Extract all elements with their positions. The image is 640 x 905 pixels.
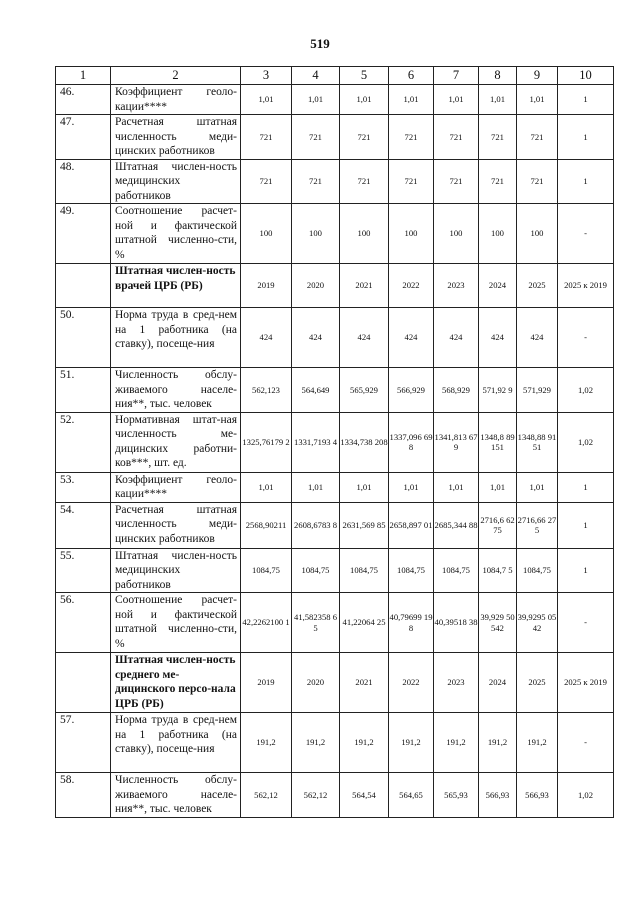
value-text: 1,01 [448, 481, 464, 492]
column-header: 8 [479, 67, 517, 85]
column-header: 4 [292, 67, 340, 85]
table-row [56, 472, 614, 502]
value-cell [517, 204, 558, 264]
value-text: 571,929 [523, 384, 551, 395]
value-cell [292, 85, 340, 115]
value-text: 2025 к 2019 [564, 280, 607, 291]
value-cell [517, 85, 558, 115]
value-cell [558, 773, 614, 818]
value-cell [292, 502, 340, 548]
value-cell [479, 308, 517, 368]
value-text: 1,02 [577, 789, 594, 800]
table-row [56, 773, 614, 818]
value-cell [434, 472, 479, 502]
value-text: 1 [583, 481, 588, 492]
value-text: 565,93 [444, 789, 468, 800]
value-cell [389, 115, 434, 160]
value-text: 100 [449, 228, 463, 239]
value-cell [340, 412, 389, 472]
value-cell [241, 85, 292, 115]
row-number: 57. [56, 713, 111, 773]
value-text: 1,01 [448, 94, 464, 105]
value-cell [340, 502, 389, 548]
value-cell [479, 85, 517, 115]
row-description: Соотношение расчет-ной и фактической штатной численно-сти, % [111, 593, 241, 653]
column-header: 9 [517, 67, 558, 85]
row-description: Расчетная штатная численность меди-цинских работников [111, 502, 241, 548]
value-text: 2716,66 275 [517, 514, 557, 535]
value-cell [434, 368, 479, 413]
column-header: 2 [111, 67, 241, 85]
value-cell [340, 85, 389, 115]
value-cell [517, 713, 558, 773]
value-cell [434, 159, 479, 204]
value-cell [434, 502, 479, 548]
value-cell [434, 713, 479, 773]
value-cell [241, 264, 292, 308]
column-header: 1 [56, 67, 111, 85]
value-cell [241, 115, 292, 160]
column-header: 10 [558, 67, 614, 85]
value-text: 40,79699 198 [389, 612, 433, 633]
row-description: Нормативная штат-ная численность ме-дицинских работни-ков***, шт. ед. [111, 412, 241, 472]
value-cell [434, 593, 479, 653]
value-text: 2025 к 2019 [564, 677, 607, 688]
row-description: Соотношение расчет-ной и фактической штатной численно-сти, % [111, 204, 241, 264]
table-row [56, 412, 614, 472]
value-cell [558, 115, 614, 160]
value-text: 564,65 [399, 789, 423, 800]
value-cell [479, 713, 517, 773]
row-number: 56. [56, 593, 111, 653]
value-text: 424 [491, 332, 504, 343]
value-cell [517, 773, 558, 818]
table-row [56, 115, 614, 160]
value-text: 1,02 [577, 436, 594, 447]
value-cell [389, 773, 434, 818]
value-text: - [584, 228, 587, 239]
value-cell [389, 502, 434, 548]
table-header-row [56, 67, 614, 85]
row-number [56, 653, 111, 713]
value-text: 721 [357, 176, 371, 186]
table-row [56, 593, 614, 653]
value-text: 1337,096 698 [389, 431, 433, 452]
value-text: 1,01 [489, 481, 506, 492]
value-cell [241, 713, 292, 773]
value-text: 1084,75 [523, 565, 551, 575]
value-cell [558, 264, 614, 308]
value-cell [241, 472, 292, 502]
value-text: 1084,75 [442, 565, 470, 575]
value-text: 40,39518 38 [434, 617, 478, 628]
value-cell [558, 502, 614, 548]
value-cell [292, 204, 340, 264]
value-cell [479, 159, 517, 204]
value-cell [558, 159, 614, 204]
row-number: 55. [56, 548, 111, 593]
value-cell [292, 472, 340, 502]
value-text: 2631,569 85 [342, 519, 386, 530]
value-cell [434, 773, 479, 818]
value-text: 721 [449, 176, 463, 186]
value-cell [340, 159, 389, 204]
value-cell [241, 653, 292, 713]
value-cell [517, 593, 558, 653]
value-cell [434, 548, 479, 593]
value-text: 2025 [528, 677, 546, 688]
value-text: 721 [449, 131, 463, 142]
value-text: 566,929 [397, 384, 425, 395]
row-number [56, 264, 111, 308]
value-text: 721 [404, 176, 418, 186]
value-text: 1341,813 679 [434, 431, 478, 452]
value-cell [340, 653, 389, 713]
row-description: Численность обслу-живаемого населе-ния**, тыс. человек [111, 368, 241, 413]
value-text: 424 [449, 332, 463, 343]
value-text: 1,01 [489, 94, 506, 105]
value-text: 2023 [447, 677, 465, 688]
row-number: 54. [56, 502, 111, 548]
value-cell [558, 548, 614, 593]
value-cell [558, 472, 614, 502]
row-number: 48. [56, 159, 111, 204]
value-text: 2020 [306, 677, 325, 688]
row-description: Штатная числен-ность среднего ме-дицинского персо-нала ЦРБ (РБ) [111, 653, 241, 713]
value-text: 100 [259, 228, 273, 239]
value-text: 2022 [402, 677, 420, 688]
value-text: 1084,75 [301, 565, 330, 575]
row-number: 58. [56, 773, 111, 818]
value-text: 721 [491, 131, 504, 142]
value-cell [389, 713, 434, 773]
value-cell [479, 653, 517, 713]
value-cell [434, 653, 479, 713]
value-text: 424 [404, 332, 418, 343]
value-cell [292, 548, 340, 593]
value-cell [517, 472, 558, 502]
table-row [56, 159, 614, 204]
value-cell [434, 308, 479, 368]
row-number: 52. [56, 412, 111, 472]
value-text: 100 [530, 228, 544, 239]
row-description: Коэффициент геоло-кации**** [111, 472, 241, 502]
row-description: Численность обслу-живаемого населе-ния**, тыс. человек [111, 773, 241, 818]
value-cell [558, 204, 614, 264]
value-cell [517, 159, 558, 204]
value-text: 424 [530, 332, 544, 343]
value-cell [241, 502, 292, 548]
value-cell [340, 593, 389, 653]
value-text: 1,01 [529, 481, 545, 492]
value-cell [340, 308, 389, 368]
value-text: 1325,76179 2 [242, 436, 290, 447]
value-text: 721 [259, 176, 273, 186]
value-text: 721 [491, 176, 504, 186]
value-text: 100 [491, 228, 504, 239]
value-cell [340, 264, 389, 308]
value-text: 1,01 [356, 94, 372, 105]
table-section-row [56, 653, 614, 713]
column-header: 3 [241, 67, 292, 85]
value-cell [292, 653, 340, 713]
value-text: - [584, 617, 587, 628]
value-text: 2021 [355, 280, 373, 291]
value-text: 2024 [488, 280, 507, 291]
value-cell [517, 412, 558, 472]
value-cell [241, 593, 292, 653]
value-cell [241, 159, 292, 204]
value-cell [479, 548, 517, 593]
value-cell [241, 204, 292, 264]
value-cell [241, 308, 292, 368]
value-cell [340, 713, 389, 773]
value-cell [558, 653, 614, 713]
value-cell [292, 264, 340, 308]
value-cell [340, 548, 389, 593]
value-cell [389, 548, 434, 593]
value-text: 721 [309, 131, 322, 142]
value-text: 39,929 50542 [480, 612, 515, 633]
value-text: 562,12 [303, 789, 328, 800]
value-cell [479, 412, 517, 472]
row-description: Норма труда в сред-нем на 1 работника (на ставку), посеще-ния [111, 713, 241, 773]
value-cell [292, 115, 340, 160]
value-cell [558, 85, 614, 115]
value-cell [292, 412, 340, 472]
value-text: 566,93 [525, 789, 549, 800]
row-description: Штатная числен-ность врачей ЦРБ (РБ) [111, 264, 241, 308]
table-row [56, 308, 614, 368]
value-text: 191,2 [401, 737, 421, 748]
value-text: 1348,8 89151 [480, 431, 515, 452]
row-description: Штатная числен-ность медицинских работников [111, 548, 241, 593]
table-row [56, 502, 614, 548]
value-cell [558, 713, 614, 773]
value-text: 191,2 [446, 737, 466, 748]
value-text: 565,929 [350, 384, 378, 395]
value-text: 1084,75 [350, 565, 378, 575]
value-text: 1084,75 [252, 565, 280, 575]
value-cell [389, 264, 434, 308]
value-cell [241, 773, 292, 818]
value-text: 100 [357, 228, 371, 239]
value-cell [479, 264, 517, 308]
value-text: 1,01 [403, 94, 419, 105]
row-number: 50. [56, 308, 111, 368]
value-text: 39,9295 0542 [517, 612, 557, 633]
value-text: 1,01 [403, 481, 419, 492]
value-text: 2685,344 88 [434, 519, 478, 530]
value-text: 571,92 9 [482, 384, 513, 395]
value-text: 2021 [355, 677, 373, 688]
value-cell [241, 368, 292, 413]
value-cell [479, 204, 517, 264]
column-header: 7 [434, 67, 479, 85]
value-cell [434, 264, 479, 308]
value-cell [479, 773, 517, 818]
value-cell [292, 713, 340, 773]
value-text: 191,2 [354, 737, 374, 748]
value-cell [479, 368, 517, 413]
value-cell [292, 368, 340, 413]
table-row [56, 85, 614, 115]
value-cell [340, 204, 389, 264]
value-cell [517, 653, 558, 713]
value-text: 2019 [257, 280, 275, 291]
value-cell [558, 368, 614, 413]
value-cell [517, 115, 558, 160]
value-cell [389, 204, 434, 264]
value-text: 1 [583, 94, 588, 105]
value-cell [479, 502, 517, 548]
value-text: 2608,6783 8 [294, 519, 337, 530]
value-cell [389, 308, 434, 368]
value-text: 566,93 [485, 789, 510, 800]
column-header: 5 [340, 67, 389, 85]
value-text: 721 [357, 131, 371, 142]
table-section-row [56, 264, 614, 308]
value-cell [517, 502, 558, 548]
value-cell [479, 593, 517, 653]
row-description: Коэффициент геоло-кации**** [111, 85, 241, 115]
row-number: 47. [56, 115, 111, 160]
value-text: 1 [583, 565, 588, 575]
value-cell [241, 412, 292, 472]
value-text: 1084,75 [397, 565, 425, 575]
value-cell [389, 593, 434, 653]
value-cell [389, 412, 434, 472]
value-cell [340, 472, 389, 502]
value-text: 1,01 [258, 481, 274, 492]
row-number: 51. [56, 368, 111, 413]
value-text: 1,01 [258, 94, 274, 105]
value-text: 424 [309, 332, 322, 343]
value-text: 568,929 [442, 384, 470, 395]
value-text: 424 [259, 332, 273, 343]
value-cell [389, 472, 434, 502]
value-text: 2025 [528, 280, 546, 291]
value-text: 721 [530, 131, 544, 142]
value-text: 564,54 [352, 789, 376, 800]
value-cell [479, 472, 517, 502]
row-number: 53. [56, 472, 111, 502]
row-description: Штатная числен-ность медицинских работников [111, 159, 241, 204]
value-text: 2658,897 01 [389, 519, 433, 530]
table-row [56, 548, 614, 593]
value-cell [558, 412, 614, 472]
page-number: 519 [310, 36, 330, 51]
value-text: - [584, 737, 587, 748]
value-cell [558, 593, 614, 653]
table-row [56, 368, 614, 413]
value-cell [389, 653, 434, 713]
value-text: 1,01 [529, 94, 545, 105]
value-cell [389, 85, 434, 115]
value-text: 2022 [402, 280, 420, 291]
value-cell [434, 85, 479, 115]
value-text: 1348,88 9151 [517, 431, 557, 452]
value-cell [340, 115, 389, 160]
value-text: 191,2 [527, 737, 547, 748]
value-text: 2023 [447, 280, 465, 291]
value-text: 562,12 [254, 789, 278, 800]
row-number: 46. [56, 85, 111, 115]
row-number: 49. [56, 204, 111, 264]
value-text: 564,649 [301, 384, 330, 395]
value-text: 41,582358 65 [294, 612, 337, 633]
value-text: 191,2 [487, 737, 508, 748]
value-cell [340, 368, 389, 413]
value-cell [517, 368, 558, 413]
value-text: 1334,738 208 [340, 436, 388, 447]
table-row [56, 204, 614, 264]
value-text: 191,2 [305, 737, 326, 748]
value-cell [517, 264, 558, 308]
value-text: 1084,7 5 [482, 565, 513, 575]
value-cell [389, 368, 434, 413]
value-cell [434, 412, 479, 472]
value-text: 2568,90211 [245, 519, 287, 530]
value-text: - [584, 332, 587, 343]
value-cell [434, 115, 479, 160]
value-text: 1 [583, 176, 588, 186]
value-text: 2019 [257, 677, 275, 688]
value-text: 721 [309, 176, 322, 186]
value-text: 1331,7193 4 [294, 436, 337, 447]
value-text: 1,01 [307, 481, 324, 492]
value-text: 1,01 [356, 481, 372, 492]
value-text: 2024 [488, 677, 507, 688]
column-header: 6 [389, 67, 434, 85]
value-cell [434, 204, 479, 264]
value-cell [479, 115, 517, 160]
row-description: Норма труда в сред-нем на 1 работника (на ставку), посеще-ния [111, 308, 241, 368]
value-text: 1,01 [307, 94, 324, 105]
value-cell [241, 548, 292, 593]
value-text: 1,02 [577, 384, 594, 395]
value-cell [389, 159, 434, 204]
value-text: 424 [357, 332, 371, 343]
staffing-table [55, 66, 614, 818]
value-text: 100 [309, 228, 322, 239]
value-cell [558, 308, 614, 368]
value-cell [517, 548, 558, 593]
value-text: 100 [404, 228, 418, 239]
value-text: 191,2 [256, 737, 276, 748]
value-text: 562,123 [252, 384, 280, 395]
value-text: 721 [404, 131, 418, 142]
value-cell [292, 308, 340, 368]
value-text: 41,22064 25 [342, 617, 386, 628]
value-text: 2020 [306, 280, 325, 291]
value-text: 721 [530, 176, 544, 186]
value-cell [517, 308, 558, 368]
value-text: 1 [583, 519, 588, 530]
value-text: 2716,6 6275 [480, 514, 515, 535]
value-text: 1 [583, 131, 588, 142]
value-cell [292, 593, 340, 653]
table-row [56, 713, 614, 773]
row-description: Расчетная штатная численность меди-цинских работников [111, 115, 241, 160]
value-cell [292, 773, 340, 818]
value-cell [340, 773, 389, 818]
value-text: 42,2262100 1 [242, 617, 290, 628]
value-cell [292, 159, 340, 204]
value-text: 721 [259, 131, 273, 142]
